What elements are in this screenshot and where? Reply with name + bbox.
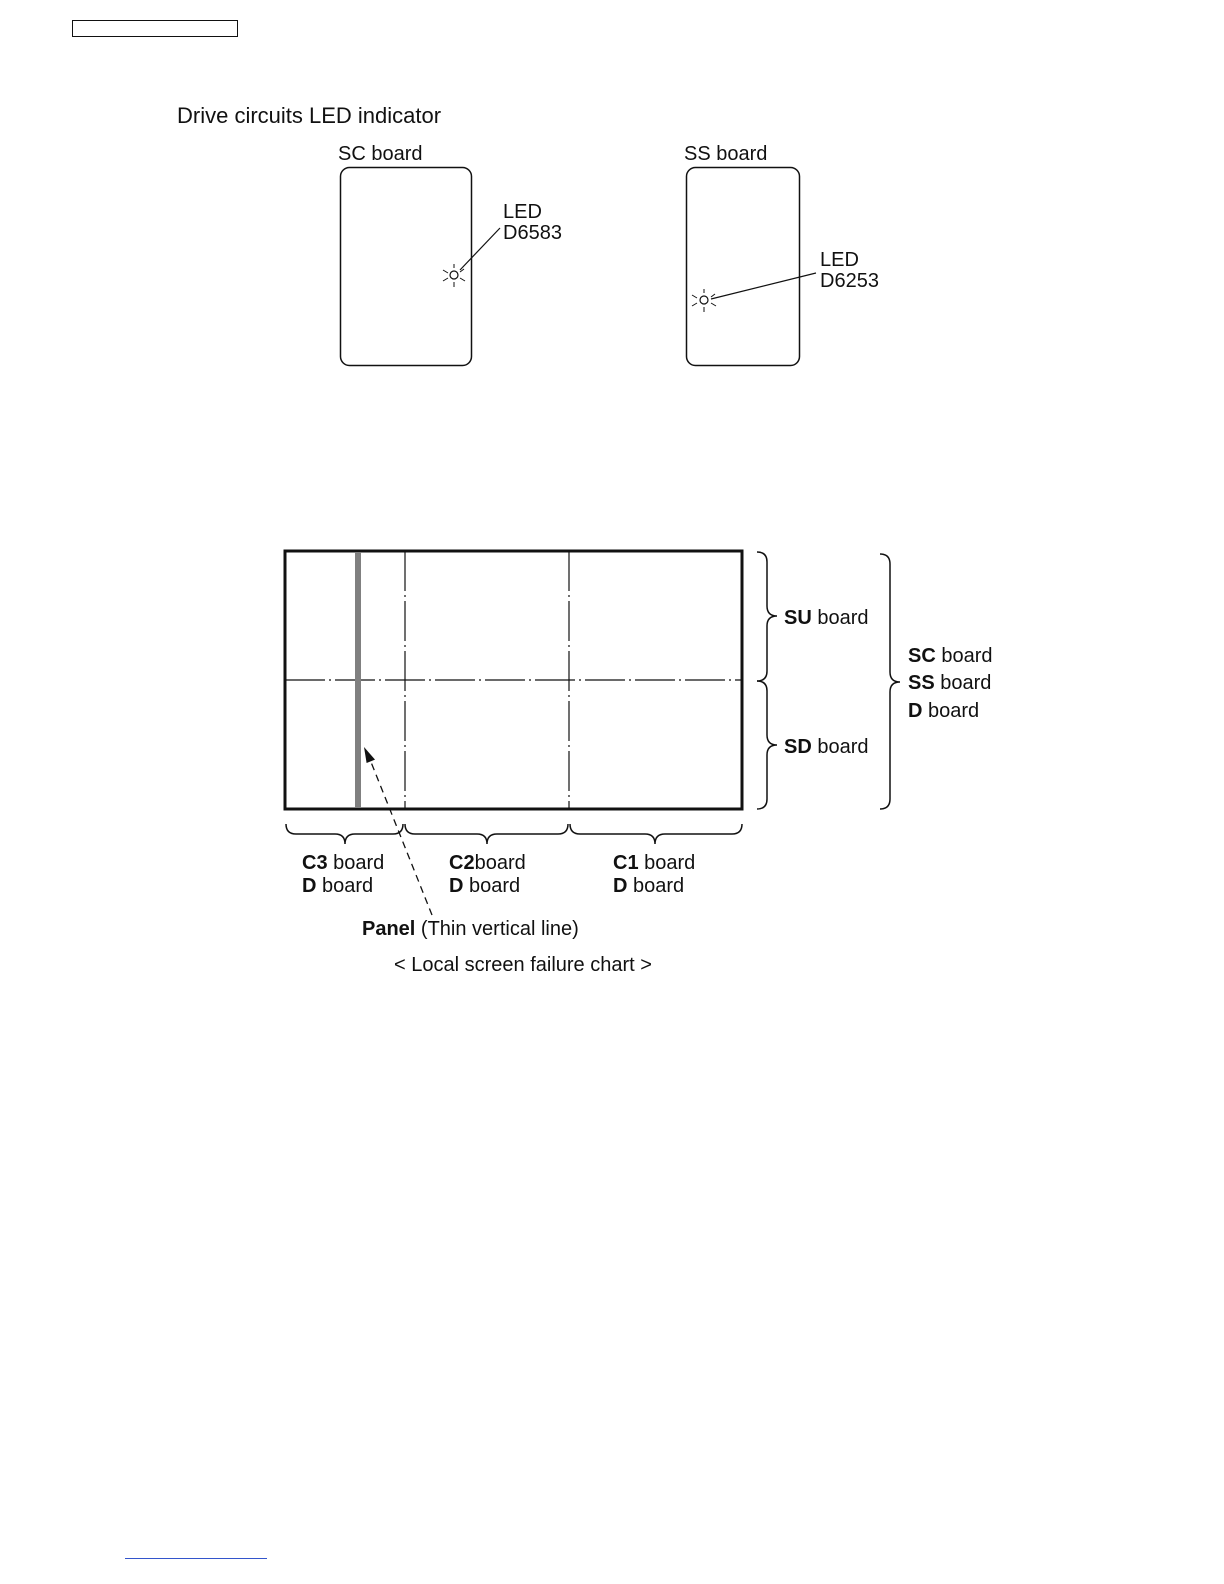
- panel-thin-vertical-line: [355, 552, 361, 808]
- sc-led-leader: [460, 228, 500, 270]
- sd-brace: [757, 681, 777, 809]
- group-label-sc: SC board: [908, 645, 993, 667]
- panel-label: Panel (Thin vertical line): [362, 918, 579, 940]
- group-brace: [880, 554, 900, 809]
- c3-d-board-label: D board: [302, 875, 374, 897]
- sc-led-ref: D6583: [503, 222, 562, 244]
- panel-pointer-line: [369, 757, 432, 915]
- panel-pointer-arrowhead: [364, 747, 375, 763]
- footer-link-underline: [125, 1558, 267, 1559]
- c2-board-label: C2board: [449, 852, 526, 874]
- chart-caption: < Local screen failure chart >: [394, 954, 652, 976]
- c1-d-board-label: D board: [613, 875, 685, 897]
- c3-board-label: C3 board: [302, 852, 385, 874]
- group-label-d: D board: [908, 700, 980, 722]
- ss-board-label: SS board: [684, 143, 768, 165]
- c1-brace: [570, 824, 742, 844]
- ss-led-label: LED: [820, 249, 859, 271]
- sc-board-outline: [341, 168, 472, 366]
- su-brace: [757, 552, 777, 681]
- page-title: Drive circuits LED indicator: [177, 103, 442, 128]
- group-label-ss: SS board: [908, 672, 992, 694]
- sc-led-label: LED: [503, 201, 542, 223]
- c3-brace: [286, 824, 403, 844]
- c2-d-board-label: D board: [449, 875, 521, 897]
- ss-led-ref: D6253: [820, 270, 879, 292]
- sc-board-label: SC board: [338, 143, 423, 165]
- ss-board-outline: [687, 168, 800, 366]
- c2-brace: [405, 824, 568, 844]
- sc-board-diagram: [338, 143, 562, 366]
- ss-led-icon: [692, 289, 716, 312]
- sd-board-label: SD board: [784, 736, 869, 758]
- ss-board-diagram: [684, 143, 879, 366]
- su-board-label: SU board: [784, 607, 869, 629]
- c1-board-label: C1 board: [613, 852, 696, 874]
- failure-chart: [285, 551, 993, 976]
